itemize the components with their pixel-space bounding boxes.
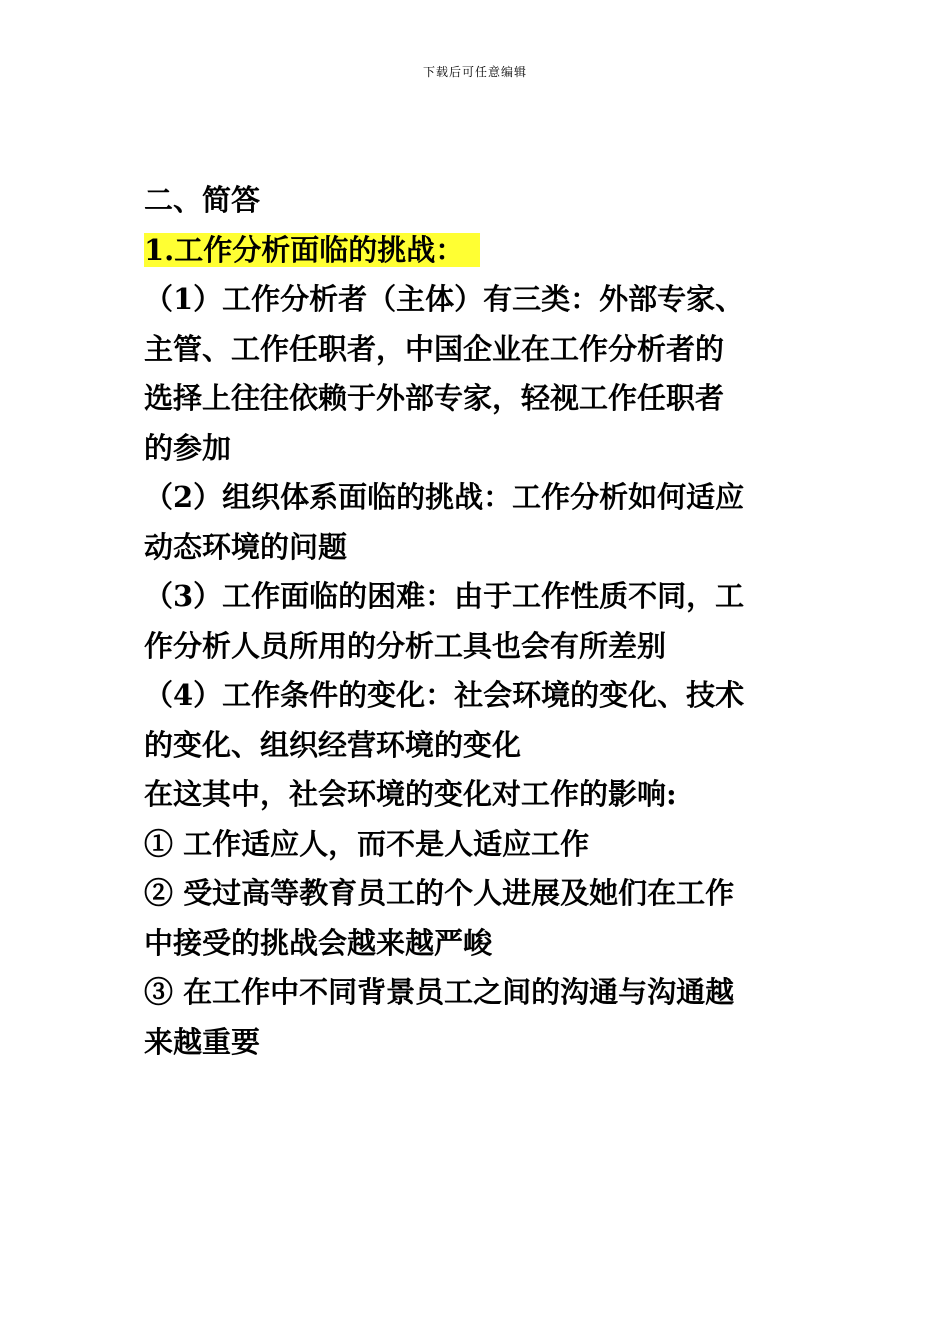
section-title: 二、简答	[144, 183, 261, 217]
body-line-15: ③ 在工作中不同背景员工之间的沟通与沟通越	[144, 975, 735, 1009]
body-line-13: ② 受过高等教育员工的个人进展及她们在工作	[144, 876, 735, 910]
body-line-3: 选择上往往依赖于外部专家，轻视工作任职者	[144, 381, 725, 415]
question-title-highlight: 1.工作分析面临的挑战：	[144, 233, 480, 267]
body-line-4: 的参加	[144, 430, 232, 465]
body-line-9: （4）工作条件的变化：社会环境的变化、技术	[144, 678, 745, 712]
body-line-14: 中接受的挑战会越来越严峻	[144, 925, 493, 960]
page-header: 下载后可任意编辑	[422, 65, 527, 79]
body-line-5: （2）组织体系面临的挑战：工作分析如何适应	[144, 480, 745, 514]
body-line-6: 动态环境的问题	[144, 529, 348, 564]
body-line-11: 在这其中，社会环境的变化对工作的影响:	[144, 777, 677, 811]
body-line-12: ① 工作适应人，而不是人适应工作	[144, 826, 590, 861]
body-line-16: 来越重要	[144, 1024, 261, 1059]
document-body	[144, 176, 812, 1067]
body-line-2: 主管、工作任职者，中国企业在工作分析者的	[144, 331, 725, 366]
body-line-10: 的变化、组织经营环境的变化	[144, 727, 522, 762]
body-line-7: （3）工作面临的困难：由于工作性质不同，工	[144, 579, 745, 613]
body-line-1: （1）工作分析者（主体）有三类：外部专家、	[144, 282, 745, 316]
question-title-line	[144, 226, 812, 276]
body-line-8: 作分析人员所用的分析工具也会有所差别	[144, 628, 667, 663]
